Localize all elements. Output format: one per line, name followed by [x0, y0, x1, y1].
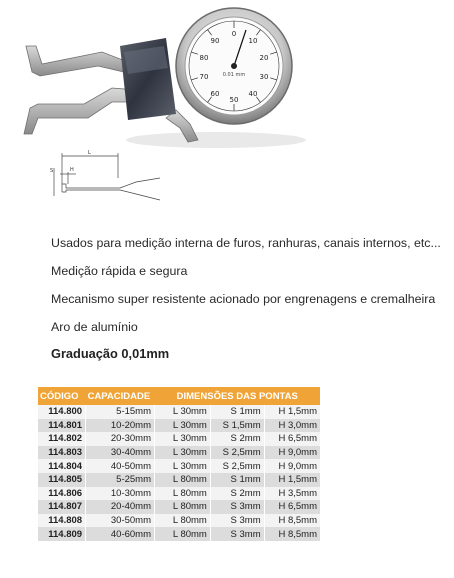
cell-code: 114.808 [38, 514, 86, 528]
cell-capacity: 40-60mm [86, 527, 155, 541]
schematic-label-h: H [70, 167, 74, 173]
table-row [38, 432, 320, 446]
cell-code: 114.802 [38, 432, 86, 446]
cell-capacity: 5-25mm [86, 473, 155, 487]
table-row [38, 527, 320, 541]
cell-h: H 1,5mm [264, 473, 320, 487]
cell-code: 114.804 [38, 459, 86, 473]
table-row [38, 459, 320, 473]
cell-code: 114.809 [38, 527, 86, 541]
cell-s: S 1mm [210, 405, 264, 419]
cell-h: H 3,5mm [264, 487, 320, 501]
cell-h: H 6,5mm [264, 432, 320, 446]
feature-item: Aro de alumínio [51, 320, 138, 334]
cell-h: H 8,5mm [264, 514, 320, 528]
cell-s: S 1mm [210, 473, 264, 487]
header-dimensions: DIMENSÕES DAS PONTAS [155, 387, 321, 405]
dial-number: 0 [231, 30, 237, 38]
cell-code: 114.803 [38, 446, 86, 460]
dial-number: 70 [199, 73, 209, 81]
dimension-schematic [40, 148, 170, 218]
caliper-gauge-image [16, 6, 316, 152]
schematic-label-s: S [50, 168, 54, 174]
dial-number: 60 [210, 90, 220, 98]
feature-item: Medição rápida e segura [51, 264, 188, 278]
dial-unit: 0.01 mm [222, 72, 246, 78]
table-header-row [38, 387, 320, 405]
table-row [38, 487, 320, 501]
cell-length: L 80mm [155, 487, 211, 501]
table-row [38, 446, 320, 460]
cell-length: L 80mm [155, 500, 211, 514]
cell-length: L 80mm [155, 473, 211, 487]
dial-number: 10 [248, 37, 258, 45]
cell-h: H 3,0mm [264, 419, 320, 433]
cell-length: L 80mm [155, 527, 211, 541]
cell-s: S 1,5mm [210, 419, 264, 433]
cell-s: S 2mm [210, 432, 264, 446]
cell-s: S 3mm [210, 500, 264, 514]
cell-code: 114.801 [38, 419, 86, 433]
cell-code: 114.805 [38, 473, 86, 487]
cell-s: S 2,5mm [210, 459, 264, 473]
header-capacity: CAPACIDADE [86, 387, 155, 405]
cell-code: 114.806 [38, 487, 86, 501]
cell-code: 114.807 [38, 500, 86, 514]
cell-capacity: 20-30mm [86, 432, 155, 446]
cell-capacity: 30-40mm [86, 446, 155, 460]
dial-number: 30 [259, 73, 269, 81]
dial-number: 80 [199, 54, 209, 62]
schematic-label-l: L [88, 150, 91, 156]
table-row [38, 500, 320, 514]
cell-capacity: 30-50mm [86, 514, 155, 528]
dial-number: 90 [210, 37, 220, 45]
cell-code: 114.800 [38, 405, 86, 419]
cell-length: L 30mm [155, 446, 211, 460]
dial-number: 50 [229, 96, 239, 104]
cell-s: S 3mm [210, 514, 264, 528]
cell-length: L 30mm [155, 419, 211, 433]
cell-capacity: 20-40mm [86, 500, 155, 514]
cell-capacity: 10-30mm [86, 487, 155, 501]
graduation-label: Graduação 0,01mm [51, 346, 170, 361]
cell-h: H 8,5mm [264, 527, 320, 541]
cell-capacity: 5-15mm [86, 405, 155, 419]
cell-h: H 9,0mm [264, 446, 320, 460]
header-code: CÓDIGO [38, 387, 86, 405]
table-row [38, 405, 320, 419]
cell-length: L 30mm [155, 459, 211, 473]
cell-length: L 80mm [155, 514, 211, 528]
cell-h: H 9,0mm [264, 459, 320, 473]
cell-capacity: 10-20mm [86, 419, 155, 433]
dial-number: 40 [248, 90, 258, 98]
dial-number: 20 [259, 54, 269, 62]
cell-h: H 1,5mm [264, 405, 320, 419]
feature-item: Mecanismo super resistente acionado por engrenagens e cremalheira [51, 292, 436, 306]
cell-s: S 2mm [210, 487, 264, 501]
spec-table [38, 387, 320, 541]
cell-h: H 6,5mm [264, 500, 320, 514]
table-row [38, 473, 320, 487]
cell-capacity: 40-50mm [86, 459, 155, 473]
feature-item: Usados para medição interna de furos, ranhuras, canais internos, etc... [51, 236, 441, 250]
cell-s: S 2,5mm [210, 446, 264, 460]
cell-length: L 30mm [155, 405, 211, 419]
cell-s: S 3mm [210, 527, 264, 541]
cell-length: L 30mm [155, 432, 211, 446]
table-row [38, 514, 320, 528]
table-row [38, 419, 320, 433]
table-body [38, 405, 320, 541]
